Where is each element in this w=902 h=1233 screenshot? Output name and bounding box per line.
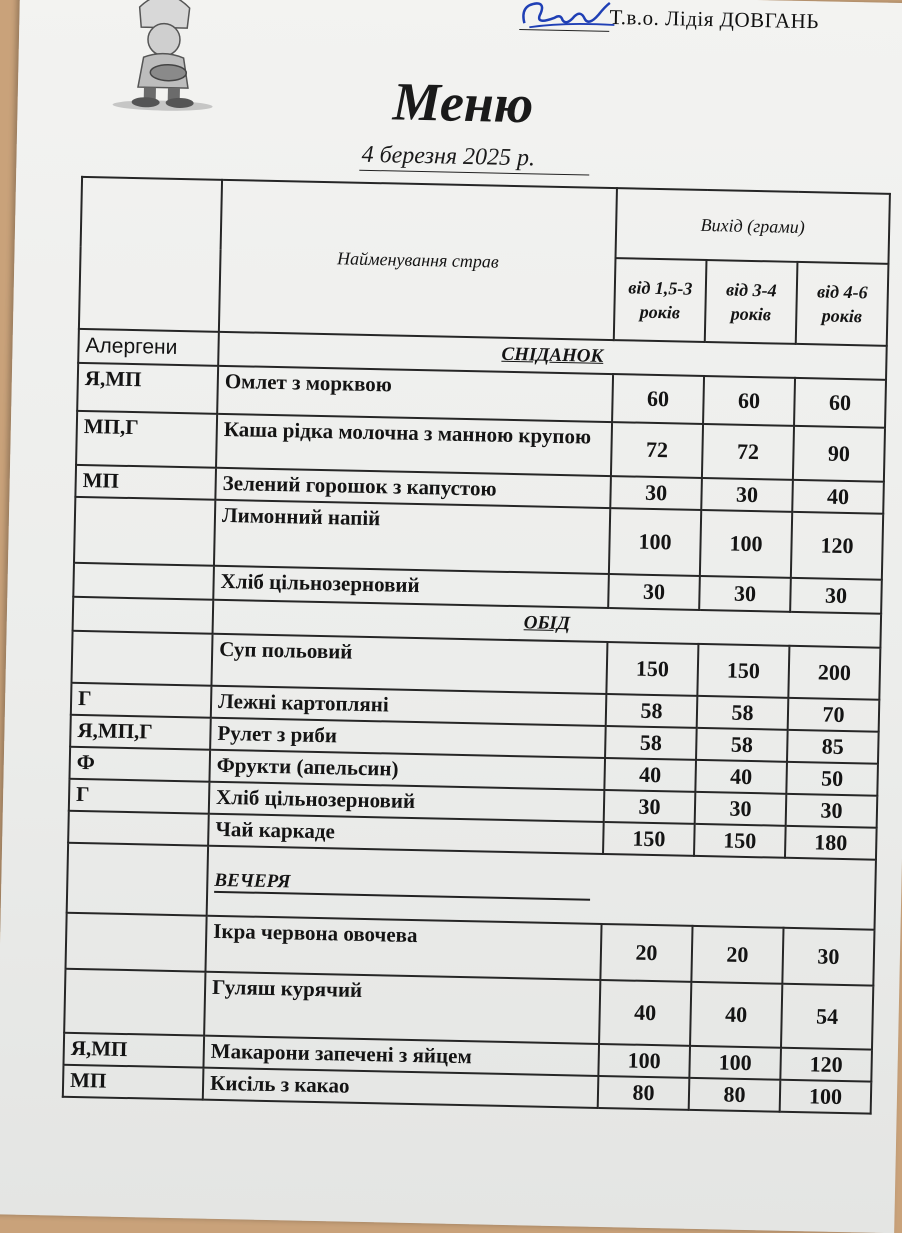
grams-age-3: 85 (787, 730, 879, 764)
grams-age-1: 30 (604, 790, 696, 824)
grams-age-2: 58 (697, 696, 789, 730)
grams-age-2: 30 (695, 792, 787, 826)
dish-name: Зелений горошок з капустою (215, 468, 611, 508)
grams-age-2: 30 (701, 478, 793, 512)
grams-age-3: 40 (792, 480, 884, 514)
allergen-cell (73, 563, 214, 600)
allergen-cell: МП (75, 465, 216, 500)
dish-name: Кисіль з какао (203, 1068, 599, 1108)
grams-age-2: 58 (696, 728, 788, 762)
grams-age-2: 30 (699, 576, 791, 612)
dish-name: Омлет з морквою (217, 366, 613, 422)
dish-name: Лежні картопляні (211, 686, 607, 726)
grams-age-1: 72 (611, 422, 703, 478)
grams-age-3: 180 (785, 826, 877, 860)
allergen-cell: МП,Г (76, 411, 217, 468)
dish-name: Лимонний напій (214, 500, 610, 574)
grams-age-3: 30 (782, 928, 874, 986)
allergen-cell (65, 913, 206, 972)
grams-age-2: 150 (694, 824, 786, 858)
allergen-cell: Ф (69, 747, 210, 782)
grams-age-1: 58 (606, 694, 698, 728)
section-title: ОБІД (523, 612, 571, 635)
grams-age-2: 150 (697, 644, 789, 698)
approval-text: Т.в.о. Лідія ДОВГАНЬ (609, 4, 820, 34)
dish-name: Суп польовий (211, 634, 607, 694)
grams-age-3: 70 (788, 698, 880, 732)
allergen-cell: Я,МП,Г (70, 715, 211, 750)
dish-name: Хліб цільнозерновий (209, 782, 605, 822)
allergen-cell: Я,МП (63, 1033, 204, 1068)
grams-age-2: 100 (689, 1046, 781, 1080)
grams-age-3: 90 (793, 426, 885, 482)
grams-age-2: 80 (689, 1078, 781, 1112)
grams-age-1: 60 (612, 374, 704, 424)
grams-age-1: 40 (604, 758, 696, 792)
grams-age-3: 30 (786, 794, 878, 828)
allergen-cell (71, 631, 212, 686)
grams-age-1: 100 (609, 508, 701, 576)
age-group-1: від 1,5-3 років (614, 258, 707, 342)
output-header: Вихід (грами) (616, 188, 890, 264)
section-title: СНІДАНОК (501, 343, 604, 367)
grams-age-3: 50 (786, 762, 878, 796)
allergen-cell (74, 497, 215, 566)
dish-name: Чай каркаде (208, 814, 604, 854)
allergens-header: Алергени (78, 329, 219, 366)
grams-age-1: 80 (598, 1076, 690, 1110)
grams-age-1: 100 (598, 1044, 690, 1078)
approval-block (609, 5, 819, 34)
chef-cartoon-icon (107, 0, 220, 114)
page-title: Меню (392, 71, 534, 135)
grams-age-3: 100 (780, 1080, 872, 1114)
age-group-3: від 4-6 років (796, 262, 889, 346)
grams-age-2: 20 (691, 926, 783, 984)
allergen-cell: Г (69, 779, 210, 814)
grams-age-3: 120 (780, 1048, 872, 1082)
age-group-2: від 3-4 років (705, 260, 798, 344)
allergen-cell: Я,МП (77, 363, 218, 414)
dish-name: Рулет з риби (210, 718, 606, 758)
grams-age-3: 60 (794, 378, 886, 428)
allergen-cell (68, 811, 209, 846)
dish-header: Найменування страв (219, 180, 617, 340)
grams-age-2: 60 (703, 376, 795, 426)
grams-age-1: 30 (608, 574, 700, 610)
grams-age-3: 54 (781, 984, 873, 1050)
grams-age-2: 72 (702, 424, 794, 480)
allergen-cell (64, 969, 205, 1036)
grams-age-3: 200 (788, 646, 880, 700)
dish-name: Макарони запечені з яйцем (203, 1036, 599, 1076)
dish-name: Фрукти (апельсин) (209, 750, 605, 790)
dish-name: Хліб цільнозерновий (213, 566, 609, 608)
dish-name: Гуляш курячий (204, 972, 600, 1044)
menu-date: 4 березня 2025 р. (361, 142, 535, 173)
grams-age-3: 30 (790, 578, 882, 614)
grams-age-2: 40 (690, 982, 782, 1048)
grams-age-1: 20 (600, 924, 692, 982)
grams-age-2: 100 (700, 510, 792, 578)
section-allergen-empty (67, 843, 208, 916)
grams-age-1: 40 (599, 980, 691, 1046)
grams-age-1: 58 (605, 726, 697, 760)
allergen-cell: Г (71, 683, 212, 718)
section-title: ВЕЧЕРЯ (214, 870, 591, 901)
grams-age-1: 150 (603, 822, 695, 856)
date-underline (359, 170, 589, 176)
dish-name: Каша рідка молочна з манною крупою (216, 414, 612, 476)
grams-age-1: 30 (610, 476, 702, 510)
dish-name: Ікра червона овочева (205, 916, 601, 980)
section-allergen-empty (73, 597, 214, 634)
header-empty-cell (79, 177, 222, 332)
grams-age-3: 120 (791, 512, 883, 580)
grams-age-2: 40 (695, 760, 787, 794)
grams-age-1: 150 (606, 642, 698, 696)
menu-table (62, 176, 891, 1115)
allergen-cell: МП (63, 1065, 204, 1100)
